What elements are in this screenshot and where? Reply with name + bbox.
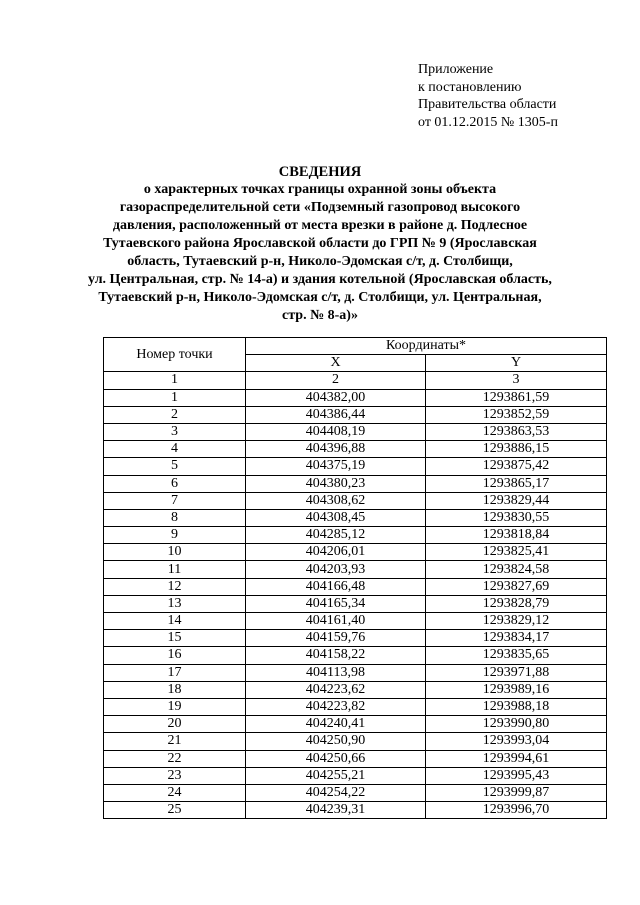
cell-y: 1293829,12 [426,613,607,630]
cell-y: 1293824,58 [426,561,607,578]
title-line: стр. № 8-а)» [282,308,358,323]
cell-point-number: 11 [104,561,246,578]
cell-point-number: 25 [104,802,246,819]
appendix-line: Приложение [418,62,494,77]
appendix-line: к постановлению [418,79,522,95]
column-number: 2 [246,372,426,389]
cell-y: 1293996,70 [426,802,607,819]
table-row [104,561,607,578]
cell-x: 404382,00 [246,389,426,406]
title-line: газораспределительной сети «Подземный газопровод высокого [119,200,521,215]
table-row [104,595,607,612]
table-row [104,509,607,526]
document-title [80,163,560,325]
cell-x: 404285,12 [246,527,426,544]
cell-x: 404166,48 [246,578,426,595]
cell-point-number: 9 [104,527,246,544]
cell-point-number: 23 [104,767,246,784]
cell-y: 1293852,59 [426,406,607,423]
table-row [104,802,607,819]
cell-point-number: 10 [104,544,246,561]
cell-y: 1293988,18 [426,698,607,715]
cell-x: 404223,82 [246,698,426,715]
cell-x: 404380,23 [246,475,426,492]
cell-x: 404240,41 [246,716,426,733]
cell-point-number: 7 [104,492,246,509]
title-line: область, Тутаевский р-н, Николо-Эдомская с/т, д. Столбищи, [127,254,513,269]
cell-x: 404250,66 [246,750,426,767]
table-row [104,441,607,458]
cell-x: 404165,34 [246,595,426,612]
cell-x: 404396,88 [246,441,426,458]
cell-y: 1293830,55 [426,509,607,526]
cell-point-number: 4 [104,441,246,458]
cell-point-number: 8 [104,509,246,526]
cell-y: 1293971,88 [426,664,607,681]
table-row [104,389,607,406]
cell-point-number: 18 [104,681,246,698]
table-row [104,716,607,733]
cell-y: 1293834,17 [426,630,607,647]
header-y: Y [426,355,607,372]
cell-point-number: 15 [104,630,246,647]
table-row [104,681,607,698]
table-row [104,578,607,595]
cell-y: 1293865,17 [426,475,607,492]
cell-point-number: 5 [104,458,246,475]
table-row [104,406,607,423]
title-line: ул. Центральная, стр. № 14-а) и здания котельной (Ярославская область, [88,272,552,287]
table-row [104,767,607,784]
appendix-note [418,61,628,131]
column-numbering-row [104,372,607,389]
table-row [104,613,607,630]
cell-point-number: 17 [104,664,246,681]
cell-point-number: 21 [104,733,246,750]
table-body [104,389,607,819]
title-line: давления, расположенный от места врезки в районе д. Подлесное [112,218,528,233]
cell-y: 1293827,69 [426,578,607,595]
cell-x: 404254,22 [246,784,426,801]
table-header-row [104,338,607,355]
cell-x: 404408,19 [246,423,426,440]
table-row [104,784,607,801]
cell-y: 1293818,84 [426,527,607,544]
cell-y: 1293829,44 [426,492,607,509]
cell-y: 1293835,65 [426,647,607,664]
cell-y: 1293886,15 [426,441,607,458]
cell-point-number: 14 [104,613,246,630]
title-line: о характерных точках границы охранной зоны объекта [143,182,497,197]
header-x: X [246,355,426,372]
table-row [104,475,607,492]
cell-x: 404255,21 [246,767,426,784]
table-row [104,527,607,544]
title-line: Тутаевский р-н, Николо-Эдомская с/т, д. Столбищи, ул. Центральная, [98,290,542,305]
cell-x: 404239,31 [246,802,426,819]
cell-y: 1293863,53 [426,423,607,440]
table-row [104,458,607,475]
cell-point-number: 12 [104,578,246,595]
cell-point-number: 16 [104,647,246,664]
title-line: Тутаевского района Ярославской области до ГРП № 9 (Ярославская [103,236,537,251]
table-row [104,647,607,664]
table-row [104,664,607,681]
cell-x: 404206,01 [246,544,426,561]
cell-y: 1293995,43 [426,767,607,784]
header-point-number: Номер точки [104,338,246,372]
cell-x: 404203,93 [246,561,426,578]
cell-x: 404375,19 [246,458,426,475]
table-row [104,544,607,561]
cell-y: 1293990,80 [426,716,607,733]
cell-point-number: 19 [104,698,246,715]
cell-y: 1293825,41 [426,544,607,561]
cell-point-number: 24 [104,784,246,801]
cell-x: 404158,22 [246,647,426,664]
column-number: 1 [104,372,246,389]
cell-y: 1293828,79 [426,595,607,612]
table-row [104,423,607,440]
cell-x: 404113,98 [246,664,426,681]
cell-y: 1293999,87 [426,784,607,801]
cell-x: 404159,76 [246,630,426,647]
cell-x: 404223,62 [246,681,426,698]
cell-y: 1293875,42 [426,458,607,475]
cell-point-number: 2 [104,406,246,423]
cell-x: 404308,45 [246,509,426,526]
table-row [104,733,607,750]
cell-point-number: 1 [104,389,246,406]
cell-x: 404386,44 [246,406,426,423]
title-heading: СВЕДЕНИЯ [278,164,362,180]
cell-x: 404161,40 [246,613,426,630]
cell-point-number: 20 [104,716,246,733]
table-row [104,630,607,647]
cell-x: 404308,62 [246,492,426,509]
cell-y: 1293994,61 [426,750,607,767]
cell-point-number: 13 [104,595,246,612]
cell-x: 404250,90 [246,733,426,750]
cell-point-number: 22 [104,750,246,767]
cell-point-number: 3 [104,423,246,440]
cell-point-number: 6 [104,475,246,492]
column-number: 3 [426,372,607,389]
cell-y: 1293861,59 [426,389,607,406]
table-row [104,750,607,767]
table-row [104,492,607,509]
appendix-line: от 01.12.2015 № 1305-п [418,114,558,130]
cell-y: 1293989,16 [426,681,607,698]
table-row [104,698,607,715]
coordinates-table [103,337,607,819]
appendix-line: Правительства области [418,97,557,112]
cell-y: 1293993,04 [426,733,607,750]
header-coordinates: Координаты* [246,338,607,355]
